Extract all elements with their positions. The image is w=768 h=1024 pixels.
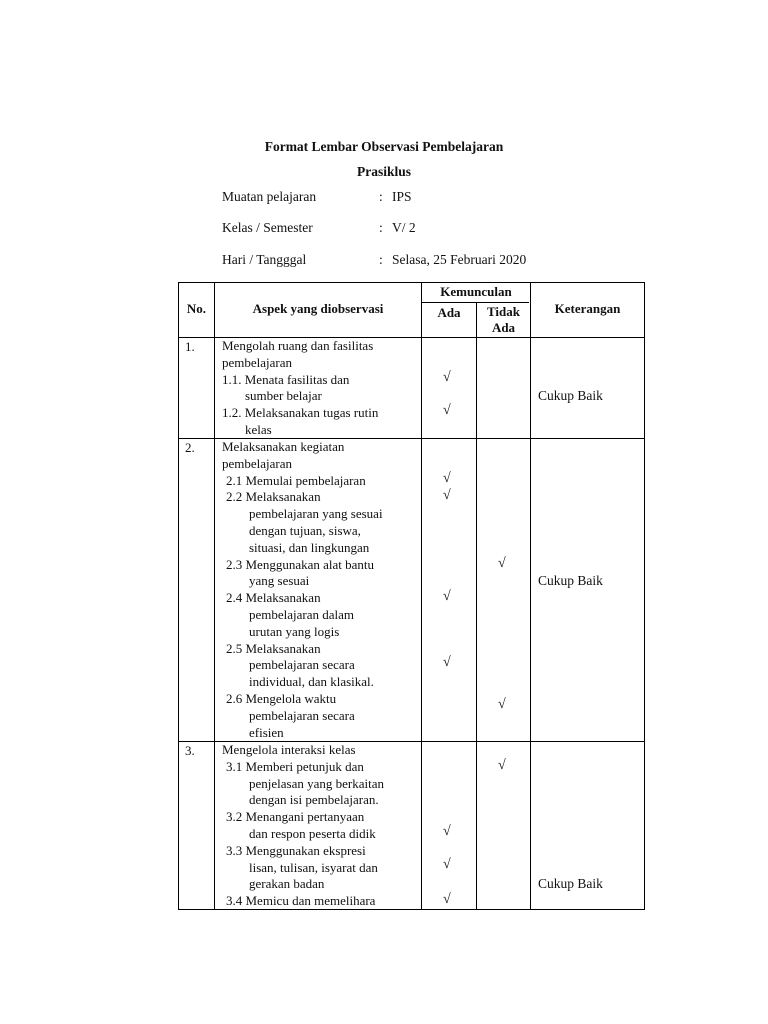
aspect-line: sumber belajar [245,388,322,404]
aspect-line: situasi, dan lingkungan [249,539,370,555]
header-kemunculan: Kemunculan [440,284,512,299]
header-no: No. [186,301,207,316]
aspect-line: 2.5 Melaksanakan [226,640,321,656]
aspect-line: pembelajaran dalam [249,606,355,622]
aspect-line: pembelajaran secara [249,707,355,723]
check-mark-ada: √ [443,857,451,872]
info-value-kelas: V/ 2 [392,220,416,235]
header-tidak-ada: Tidak Ada [486,304,520,335]
aspect-line: 2.6 Mengelola waktu [226,690,337,706]
aspect-line: pembelajaran secara [249,657,355,673]
aspect-line: 3.2 Menangani pertanyaan [226,809,365,825]
aspect-line: Mengelola interaksi kelas [222,742,356,757]
info-colon: : [379,252,383,267]
check-mark-tidak-ada: √ [498,758,506,773]
aspect-line: 2.1 Memulai pembelajaran [226,472,366,488]
row1-text [218,338,378,439]
check-mark-ada: √ [443,824,451,839]
table-divider [530,283,531,909]
header-aspek: Aspek yang diobservasi [252,301,384,316]
info-label-hari: Hari / Tangggal [222,252,307,267]
check-mark-tidak-ada: √ [498,697,506,712]
check-mark-tidak-ada: √ [498,556,506,571]
aspect-line: pembelajaran [222,354,293,370]
aspect-line: lisan, tulisan, isyarat dan [249,859,378,875]
aspect-line: urutan yang logis [249,623,340,639]
aspect-line: pembelajaran yang sesuai [249,506,383,522]
aspect-line: dengan tujuan, siswa, [249,522,361,538]
aspect-line: gerakan badan [249,876,325,892]
table-divider [421,283,422,909]
aspect-line: Mengolah ruang dan fasilitas [222,338,374,353]
row-number: 2. [185,440,195,455]
check-mark-ada: √ [443,488,451,503]
header-ada: Ada [437,305,461,320]
check-mark-ada: √ [443,589,451,604]
row3-text [218,742,384,910]
row-number: 3. [185,743,195,758]
aspect-line: pembelajaran [222,455,293,471]
row2-text [218,439,383,741]
aspect-line: 1.1. Menata fasilitas dan [222,371,350,387]
aspect-line: penjelasan yang berkaitan [249,775,384,791]
check-mark-ada: √ [443,471,451,486]
check-mark-ada: √ [443,403,451,418]
aspect-line: dengan isi pembelajaran. [249,792,379,808]
aspect-line: 1.2. Melaksanakan tugas rutin [222,405,379,421]
aspect-line: 2.3 Menggunakan alat bantu [226,556,375,572]
aspect-line: 2.2 Melaksanakan [226,489,321,505]
aspect-line: dan respon peserta didik [249,825,376,841]
check-mark-ada: √ [443,370,451,385]
info-colon: : [379,220,383,235]
table-divider [421,302,529,303]
aspect-line: yang sesuai [249,573,310,589]
document-subtitle: Prasiklus [356,164,411,179]
aspect-line: 3.3 Menggunakan ekspresi [226,842,366,858]
info-colon: : [379,189,383,204]
observation-table [178,282,645,910]
aspect-line: 3.1 Memberi petunjuk dan [226,758,364,774]
info-value-hari: Selasa, 25 Februari 2020 [392,252,527,267]
aspect-line: 2.4 Melaksanakan [226,590,321,606]
info-label-muatan: Muatan pelajaran [222,189,317,204]
document-title: Format Lembar Observasi Pembelajaran [264,139,504,154]
header-keterangan: Keterangan [554,301,621,316]
table-divider [476,303,477,909]
aspect-line: Melaksanakan kegiatan [222,439,345,454]
keterangan-value: Cukup Baik [538,388,603,403]
keterangan-value: Cukup Baik [538,573,603,588]
check-mark-ada: √ [443,892,451,907]
info-label-kelas: Kelas / Semester [222,220,313,235]
aspect-line: 3.4 Memicu dan memelihara [226,893,376,909]
aspect-line: individual, dan klasikal. [249,674,374,690]
keterangan-value: Cukup Baik [538,876,603,891]
table-divider [214,283,215,909]
aspect-line: kelas [245,421,272,437]
aspect-line: efisien [249,724,284,740]
row-number: 1. [185,339,195,354]
check-mark-ada: √ [443,655,451,670]
info-value-muatan: IPS [392,189,412,204]
